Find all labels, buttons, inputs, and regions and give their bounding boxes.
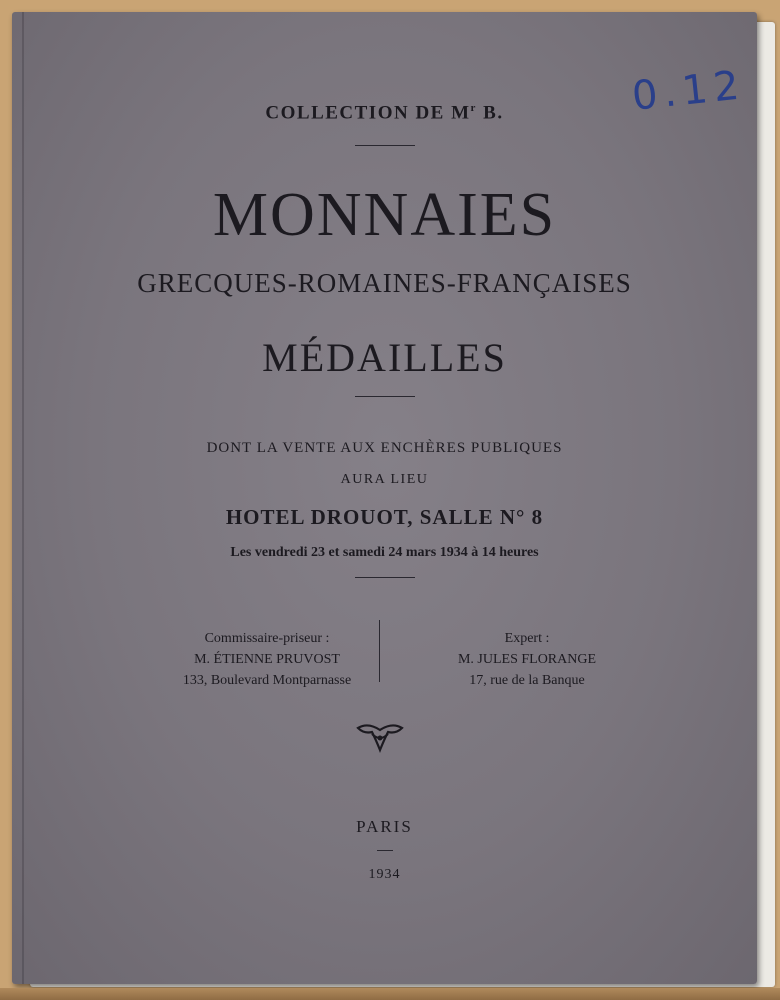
column-divider: [379, 620, 380, 682]
catalogue-cover: [12, 12, 757, 984]
sale-line-1: DONT LA VENTE AUX ENCHÈRES PUBLIQUES: [206, 440, 563, 456]
auctioneer-role: Commissaire-priseur :: [204, 631, 330, 646]
expert-block: [402, 628, 652, 691]
sale-dates: Les vendredi 23 et samedi 24 mars 1934 à 14 heures: [230, 545, 539, 560]
collection-end: B.: [476, 102, 504, 124]
year: 1934: [368, 867, 401, 882]
main-title: MONNAIES: [212, 181, 557, 249]
divider-rule: [355, 396, 415, 397]
venue: HOTEL DROUOT, SALLE N° 8: [225, 505, 544, 529]
second-title: MÉDAILLES: [262, 335, 507, 380]
expert-address: 17, rue de la Banque: [469, 673, 585, 688]
publisher-ornament-icon: [354, 720, 406, 754]
expert-role: Expert :: [504, 631, 550, 646]
auctioneer-block: [142, 628, 392, 691]
table-surface: [0, 988, 780, 1000]
divider-rule: [377, 850, 393, 851]
auctioneer-address: 133, Boulevard Montparnasse: [182, 673, 352, 688]
subtitle: GRECQUES-ROMAINES-FRANÇAISES: [137, 268, 632, 298]
auctioneer-name: M. ÉTIENNE PRUVOST: [194, 652, 340, 667]
city: PARIS: [356, 817, 413, 836]
collection-heading: [12, 102, 757, 124]
divider-rule: [355, 145, 415, 146]
cover-fold: [22, 12, 24, 984]
collection-superscript: r: [470, 102, 477, 114]
collection-text: COLLECTION DE M: [265, 102, 471, 124]
divider-rule: [355, 577, 415, 578]
expert-name: M. JULES FLORANGE: [457, 652, 597, 667]
sale-line-2: AURA LIEU: [340, 472, 429, 487]
handwritten-note: 0.12: [629, 62, 748, 120]
